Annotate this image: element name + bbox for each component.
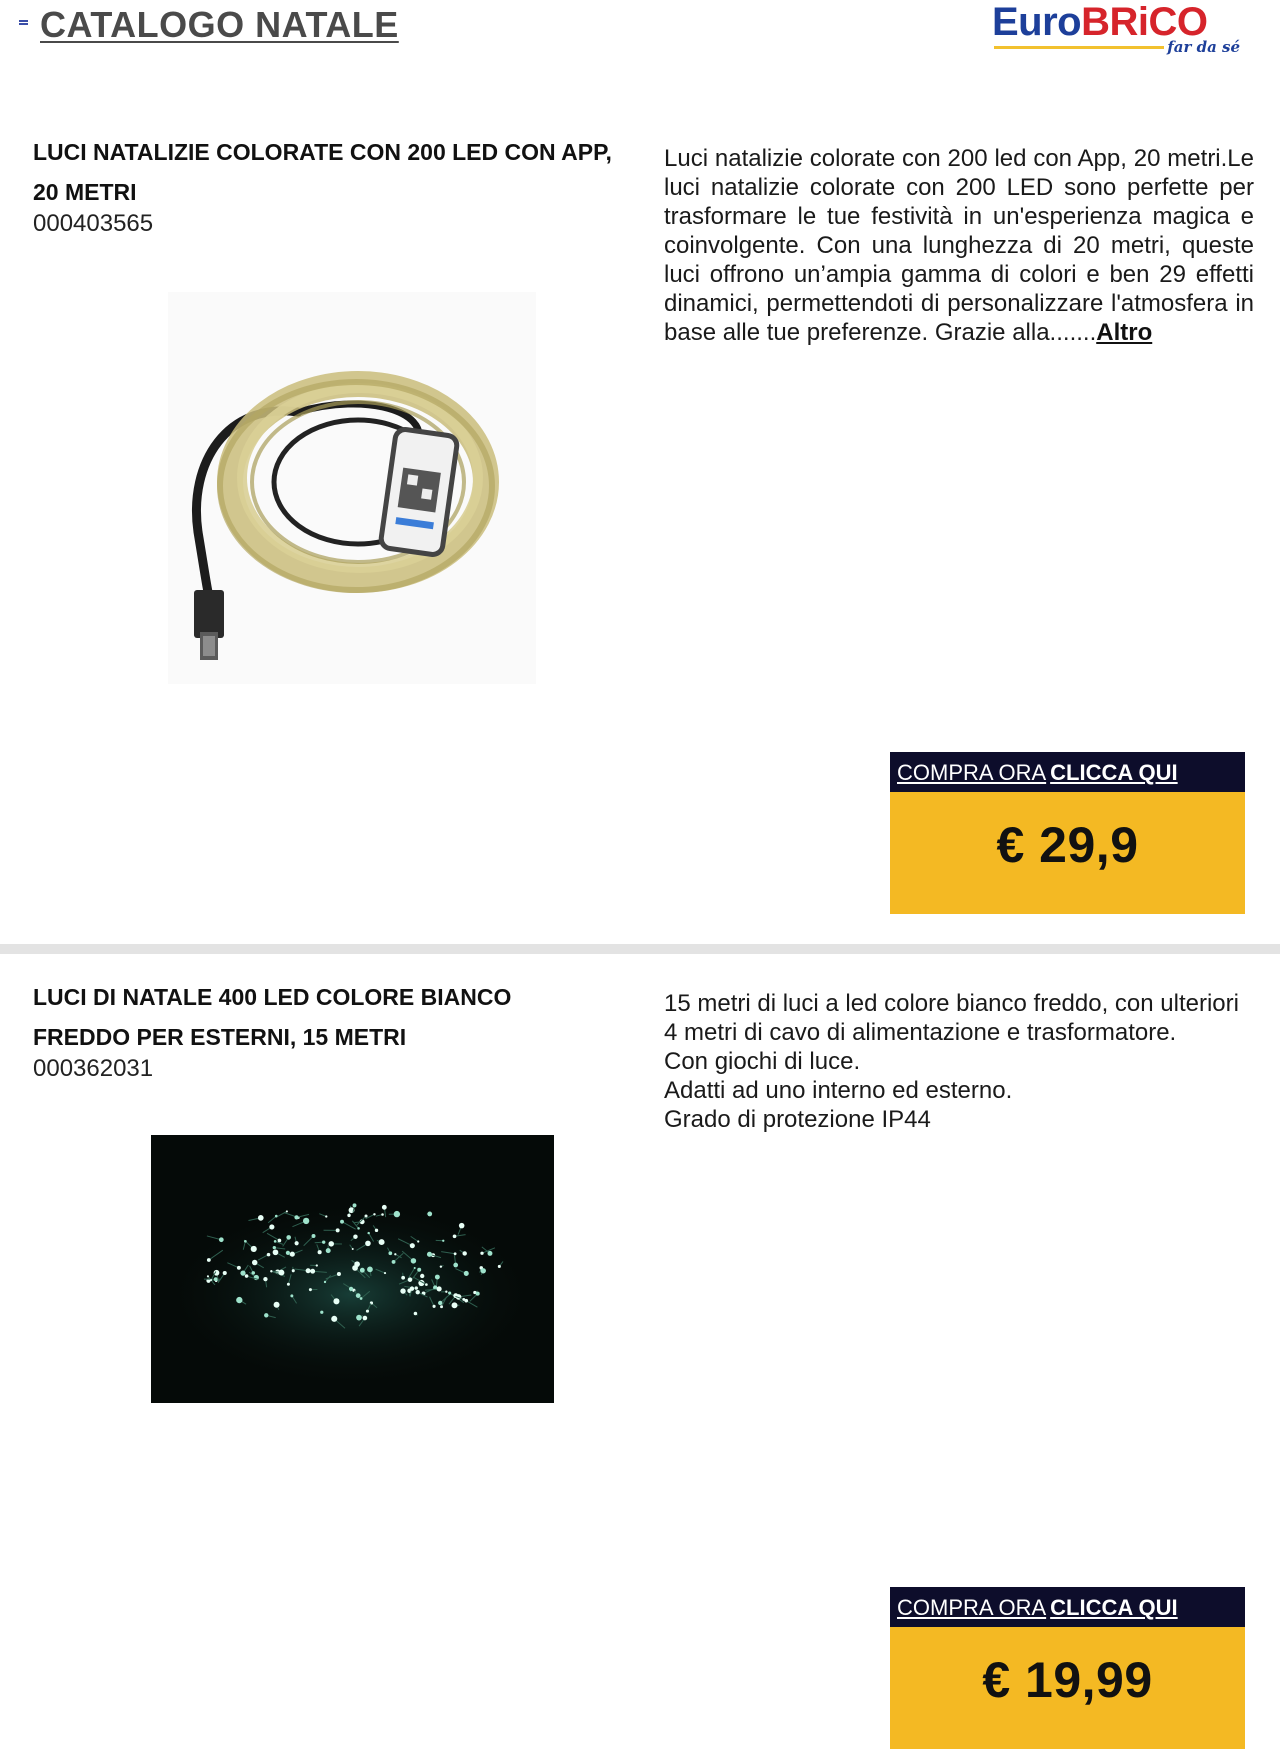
description-line: Grado di protezione IP44: [664, 1106, 931, 1133]
product-title: LUCI DI NATALE 400 LED COLORE BIANCO FREDDO PER ESTERNI, 15 METRI: [33, 984, 512, 1050]
product-image-led-wire-lights: [168, 292, 536, 684]
product-price: € 19,99: [982, 1652, 1153, 1708]
buy-now-label[interactable]: COMPRA ORA: [897, 760, 1047, 785]
more-link[interactable]: Altro: [1096, 319, 1153, 346]
price-box[interactable]: [890, 792, 1245, 914]
logo-part-brico: BRiCO: [1081, 0, 1208, 44]
logo-underline: [994, 46, 1164, 49]
description-line: 15 metri di luci a led colore bianco freddo, con ulteriori 4 metri di cavo di alimentazione e trasformatore.: [664, 990, 1239, 1046]
led-coil-illustration: [168, 292, 536, 684]
product-description-text: Luci natalizie colorate con 200 led con App, 20 metri.Le luci natalizie colorate con 200 LED sono perfette per trasformare le tue festività in un'esperienza magica e coinvolgente. Con una lunghezza di 20 metri, queste luci offrono un’ampia gamma di colori e ben 29 effetti dinamici, permettendoti di personalizzare l'atmosfera in base alle tue preferenze. Grazie alla.......: [664, 145, 1254, 346]
click-here-link[interactable]: CLICCA QUI: [1050, 1595, 1178, 1620]
logo-part-euro: Euro: [992, 0, 1082, 44]
product-code: 000362031: [33, 1055, 154, 1082]
buy-now-label[interactable]: COMPRA ORA: [897, 1595, 1047, 1620]
buy-box[interactable]: [890, 752, 1245, 914]
product-card: [0, 120, 1280, 940]
product-title: LUCI NATALIZIE COLORATE CON 200 LED CON APP, 20 METRI: [33, 139, 612, 205]
product-image-cold-white-lights: [151, 1135, 554, 1403]
product-card: [0, 965, 1280, 1750]
logo-tagline: far da sé: [1167, 38, 1240, 56]
cold-white-lights-illustration: [151, 1135, 554, 1403]
buy-now-bar[interactable]: [890, 1587, 1245, 1627]
catalog-title[interactable]: CATALOGO NATALE: [40, 4, 399, 45]
menu-icon[interactable]: [19, 20, 28, 28]
product-description: [664, 989, 1254, 1134]
click-here-link[interactable]: CLICCA QUI: [1050, 760, 1178, 785]
description-line: Adatti ad uno interno ed esterno.: [664, 1077, 1013, 1104]
description-line: Con giochi di luce.: [664, 1048, 861, 1075]
price-box[interactable]: [890, 1627, 1245, 1749]
page-header: [0, 0, 1280, 70]
product-code: 000403565: [33, 210, 154, 237]
buy-box[interactable]: [890, 1587, 1245, 1750]
product-description: [664, 144, 1254, 347]
buy-now-bar[interactable]: [890, 752, 1245, 792]
eurobrico-logo: [992, 2, 1242, 58]
product-price: € 29,9: [996, 817, 1139, 873]
section-divider: [0, 944, 1280, 954]
